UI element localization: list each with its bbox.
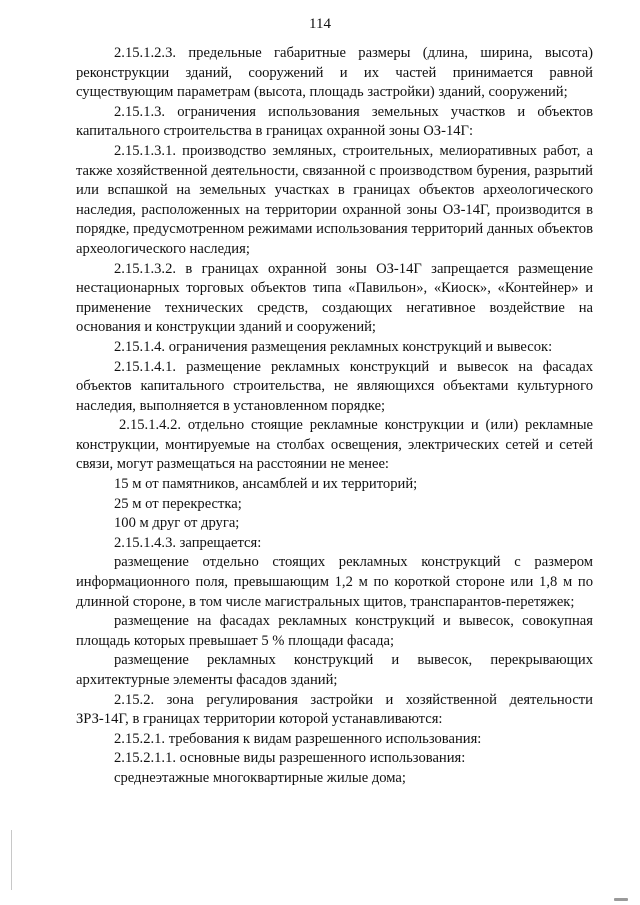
paragraph-2-15-2-1: 2.15.2.1. требования к видам разрешенного использования: xyxy=(114,730,482,747)
list-item-distance-each-other: 100 м друг от друга; xyxy=(114,515,240,532)
list-item-distance-monuments: 15 м от памятников, ансамблей и их территорий; xyxy=(114,476,418,493)
paragraph-2-15-1-3: 2.15.1.3. ограничения использования земельных участков и объектов капитального строительства в границах охранной зоны ОЗ-14Г: xyxy=(76,103,593,140)
list-item-prohibited-standalone-ads: размещение отдельно стоящих рекламных конструкций с размером информационного поля, превышающим 1,2 м по короткой стороне или 1,8 м по длинной стороне, в том числе магистральных щитов, транспарантов-перетяжек; xyxy=(76,554,593,610)
paragraph-2-15-1-4-2: 2.15.1.4.2. отдельно стоящие рекламные конструкции и (или) рекламные конструкции, монтируемые на столбах освещения, электрических сетей и сетей связи, могут размещаться на расстоянии не менее: xyxy=(76,417,593,473)
paragraph-2-15-2-1-1: 2.15.2.1.1. основные виды разрешенного использования: xyxy=(114,750,466,767)
scan-edge-mark xyxy=(11,830,12,890)
document-body xyxy=(76,44,593,789)
paragraph-2-15-2: 2.15.2. зона регулирования застройки и хозяйственной деятельности ЗРЗ-14Г, в границах территории которой устанавливаются: xyxy=(76,691,593,728)
list-item-distance-crossroad: 25 м от перекрестка; xyxy=(114,495,242,512)
list-item-midrise-housing: среднеэтажные многоквартирные жилые дома; xyxy=(114,769,406,786)
paragraph-2-15-1-2-3: 2.15.1.2.3. предельные габаритные размеры (длина, ширина, высота) реконструкции зданий, сооружений и их частей принимается равной существующим параметрам (высота, площадь застройки) зданий, сооружений; xyxy=(76,45,593,101)
scan-speck-mark xyxy=(614,898,628,901)
list-item-prohibited-facade-area: размещение на фасадах рекламных конструкций и вывесок, совокупная площадь которых превышает 5 % площади фасада; xyxy=(76,613,593,649)
paragraph-2-15-1-3-2: 2.15.1.3.2. в границах охранной зоны ОЗ-14Г запрещается размещение нестационарных торговых объектов типа «Павильон», «Киоск», «Контейнер» и применение технических средств, создающих негативное воздействие на основания и конструкции зданий и сооружений; xyxy=(76,260,593,336)
page-number: 114 xyxy=(309,16,331,32)
paragraph-2-15-1-4-3: 2.15.1.4.3. запрещается: xyxy=(114,534,262,551)
paragraph-2-15-1-4: 2.15.1.4. ограничения размещения рекламных конструкций и вывесок: xyxy=(114,338,553,355)
list-item-prohibited-overlapping: размещение рекламных конструкций и вывесок, перекрывающих архитектурные элементы фасадов зданий; xyxy=(76,652,593,688)
paragraph-2-15-1-3-1: 2.15.1.3.1. производство земляных, строительных, мелиоративных работ, а также хозяйственной деятельности, связанной с производством бурения, разрытий или вспашкой на земельных участках в границах объектов археологического наследия, расположенных на территории охранной зоны ОЗ-14Г, производится в порядке, предусмотренном режимами использования территорий данных объектов археологического наследия; xyxy=(76,142,593,257)
paragraph-2-15-1-4-1: 2.15.1.4.1. размещение рекламных конструкций и вывесок на фасадах объектов капитального строительства, не являющихся объектами культурного наследия, выполняется в установленном порядке; xyxy=(76,358,593,414)
